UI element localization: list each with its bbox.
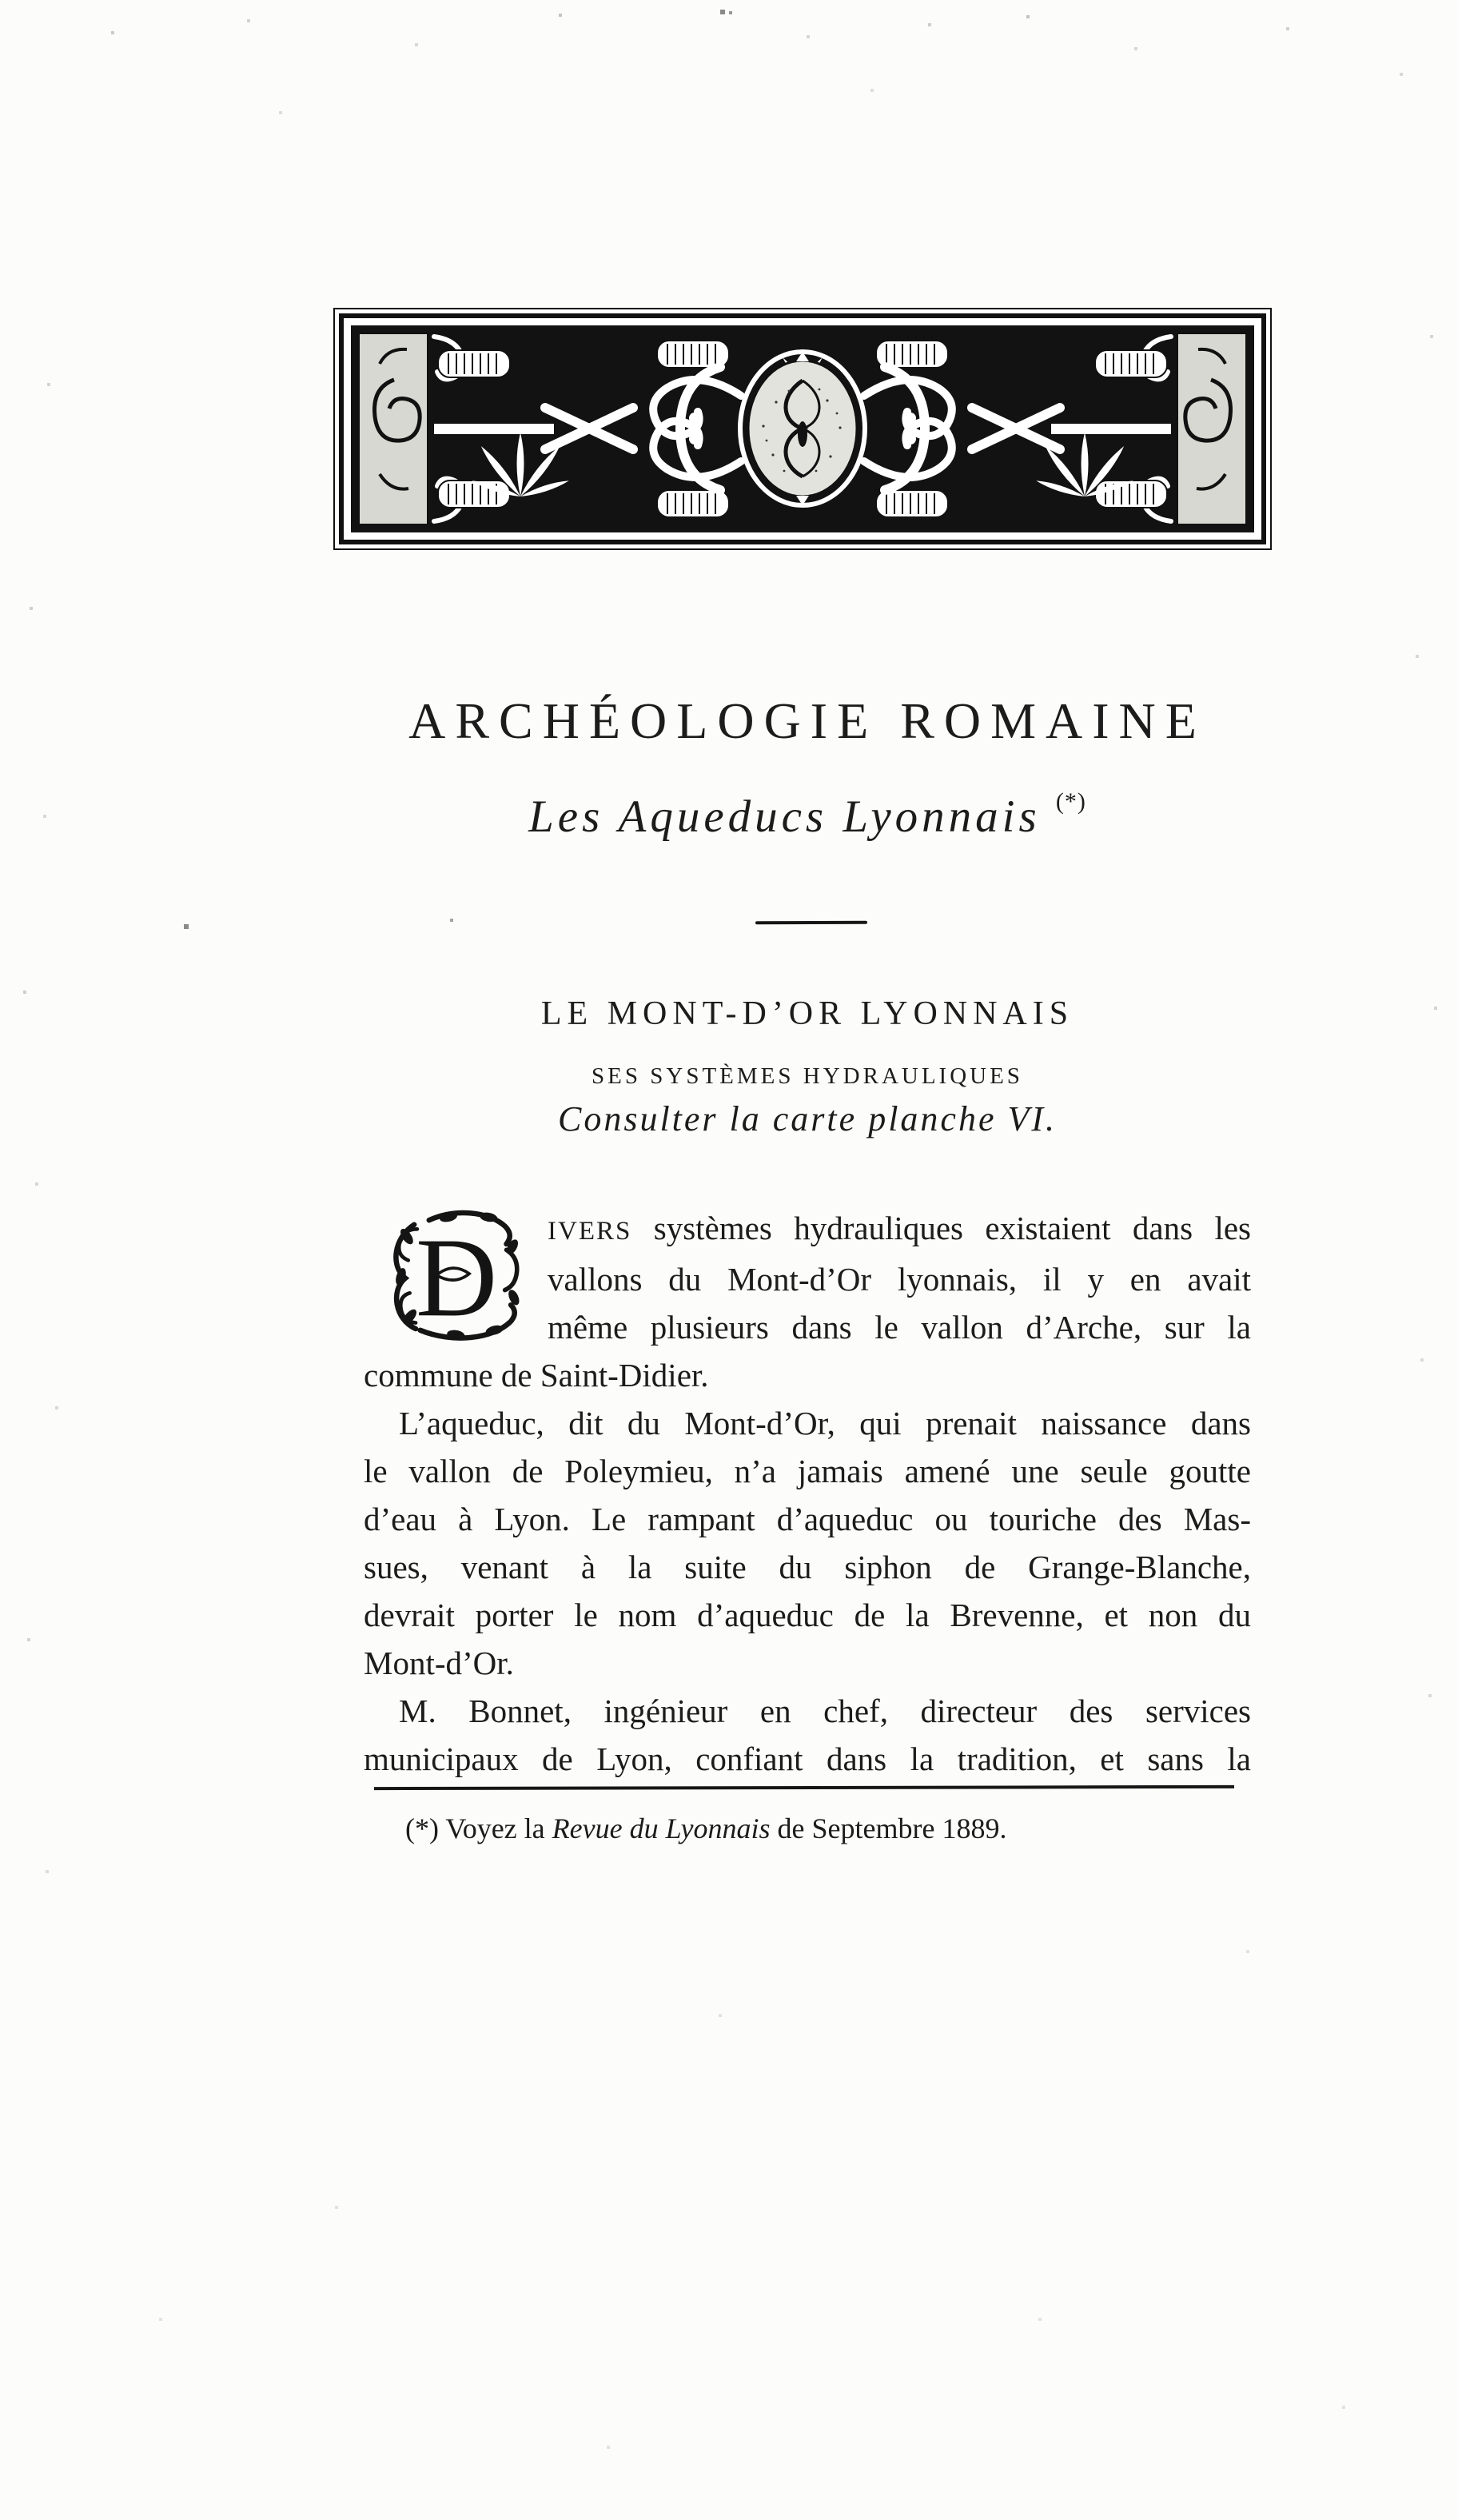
body-line: M. Bonnet, ingénieur en chef, directeur des services xyxy=(399,1693,1251,1729)
ornate-drop-cap-initial xyxy=(384,1207,533,1343)
body-line: d’eau à Lyon. Le rampant d’aqueduc ou touriche des Mas- xyxy=(364,1501,1251,1537)
footnote-journal-title: Revue du Lyonnais xyxy=(552,1812,771,1844)
footnote-separator-rule xyxy=(374,1785,1234,1790)
body-line: le vallon de Poleymieu, n’a jamais amené une seule goutte xyxy=(364,1453,1251,1489)
footnote-reference-marker: (*) xyxy=(1055,788,1086,815)
svg-text:D: D xyxy=(416,1214,498,1341)
body-line: Mont-d’Or. xyxy=(364,1645,514,1681)
body-line: même plusieurs dans le vallon d’Arche, sur la xyxy=(548,1309,1251,1346)
body-line: vallons du Mont-d’Or lyonnais, il y en avait xyxy=(548,1261,1251,1298)
section-map-note: Consulter la carte planche VI. xyxy=(557,1099,1057,1138)
scan-noise-speckles xyxy=(0,0,2,2)
body-line: devrait porter le nom d’aqueduc de la Brevenne, et non du xyxy=(364,1597,1251,1633)
footnote-marker: (*) xyxy=(405,1812,439,1844)
paragraph xyxy=(364,1399,1251,1687)
lead-small-caps: IVERS xyxy=(548,1217,632,1246)
page-title: ARCHÉOLOGIE ROMAINE xyxy=(408,692,1206,749)
section-divider-rule xyxy=(755,921,867,924)
body-line: municipaux de Lyon, confiant dans la tradition, et sans la xyxy=(364,1740,1251,1777)
footnote-text-before: Voyez la xyxy=(445,1812,545,1844)
body-line: IVERS systèmes hydrauliques existaient dans les xyxy=(548,1210,1251,1246)
section-heading: LE MONT-D’OR LYONNAIS xyxy=(540,995,1074,1032)
body-line: sues, venant à la suite du siphon de Grange-Blanche, xyxy=(364,1549,1251,1585)
paragraph xyxy=(364,1687,1251,1783)
subtitle-text: Les Aqueducs Lyonnais xyxy=(528,791,1041,842)
section-subheading: SES SYSTÈMES HYDRAULIQUES xyxy=(592,1063,1023,1089)
body-line: L’aqueduc, dit du Mont-d’Or, qui prenait naissance dans xyxy=(399,1405,1251,1441)
body-line: commune de Saint-Didier. xyxy=(364,1357,709,1394)
footnote-text-after: de Septembre 1889. xyxy=(777,1812,1007,1844)
page-subtitle xyxy=(364,788,1251,843)
paragraph xyxy=(364,1204,1251,1399)
footnote xyxy=(364,1810,1251,1847)
body-text-column xyxy=(364,1204,1251,1783)
ornamental-headpiece-engraving xyxy=(332,306,1273,552)
